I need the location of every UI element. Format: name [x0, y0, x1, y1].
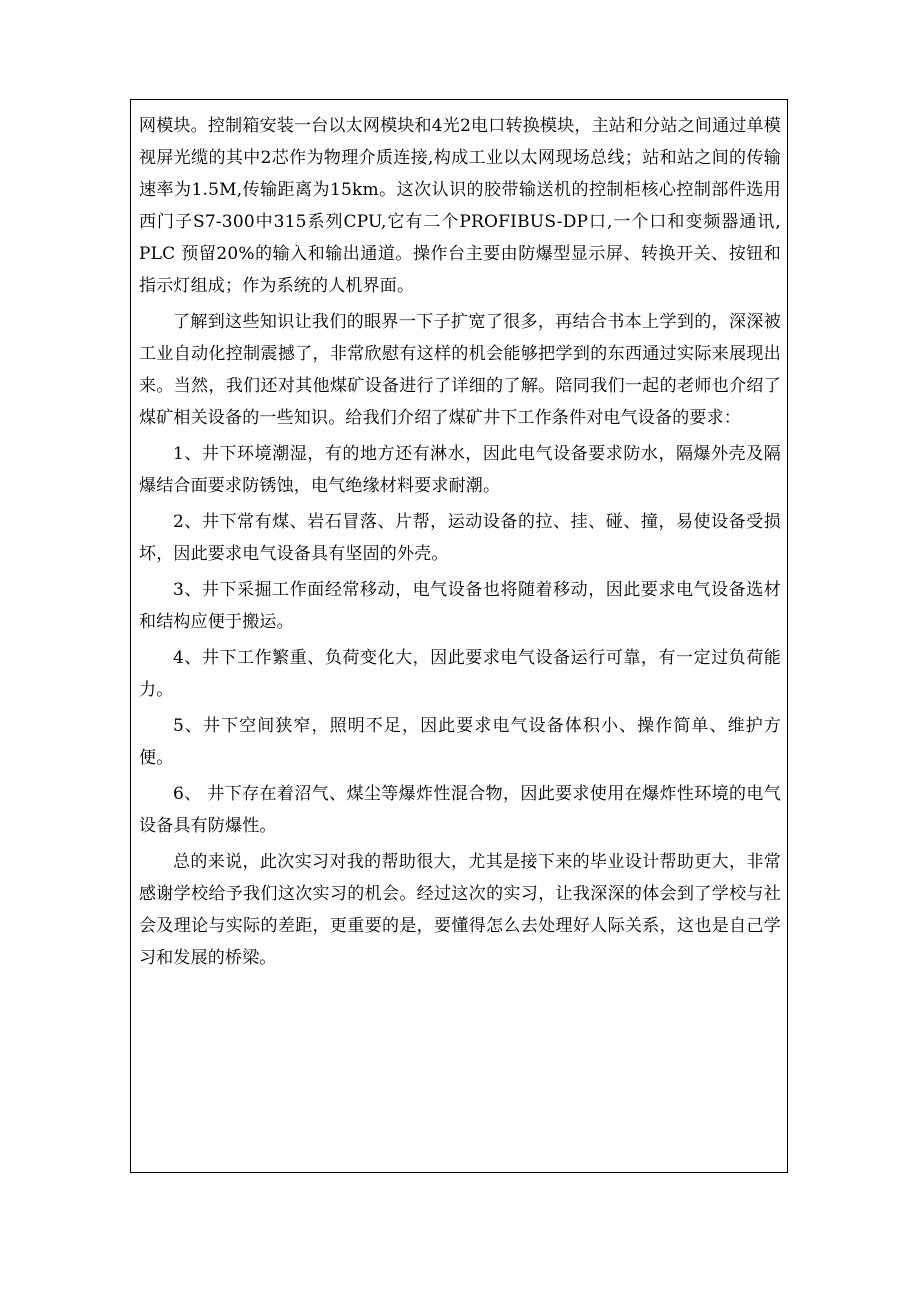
- requirement-item-1: 1、井下环境潮湿，有的地方还有淋水，因此电气设备要求防水，隔爆外壳及隔爆结合面要求防锈蚀，电气绝缘材料要求耐潮。: [139, 444, 781, 496]
- document-body: [139, 110, 781, 974]
- requirement-item-6: 6、 井下存在着沼气、煤尘等爆炸性混合物，因此要求使用在爆炸性环境的电气设备具有防爆性。: [139, 784, 781, 836]
- paragraph-conclusion: 总的来说，此次实习对我的帮助很大，尤其是接下来的毕业设计帮助更大，非常感谢学校给予我们这次实习的机会。经过这次的实习，让我深深的体会到了学校与社会及理论与实际的差距，更重要的是，要懂得怎么去处理好人际关系，这也是自己学习和发展的桥梁。: [139, 852, 781, 968]
- paragraph-impressions: 了解到这些知识让我们的眼界一下子扩宽了很多，再结合书本上学到的，深深被工业自动化控制震撼了，非常欣慰有这样的机会能够把学到的东西通过实际来展现出来。当然，我们还对其他煤矿设备进行了详细的了解。陪同我们一起的老师也介绍了煤矿相关设备的一些知识。给我们介绍了煤矿井下工作条件对电气设备的要求：: [139, 312, 781, 428]
- requirement-item-4: 4、井下工作繁重、负荷变化大，因此要求电气设备运行可靠，有一定过负荷能力。: [139, 648, 781, 700]
- requirement-item-3: 3、井下采掘工作面经常移动，电气设备也将随着移动，因此要求电气设备选材和结构应便于搬运。: [139, 580, 781, 632]
- document-frame: [130, 99, 788, 1173]
- requirement-item-5: 5、井下空间狭窄，照明不足，因此要求电气设备体积小、操作简单、维护方便。: [139, 716, 781, 768]
- requirement-item-2: 2、井下常有煤、岩石冒落、片帮，运动设备的拉、挂、碰、撞，易使设备受损坏，因此要求电气设备具有坚固的外壳。: [139, 512, 781, 564]
- paragraph-network-modules: 网模块。控制箱安装一台以太网模块和4光2电口转换模块，主站和分站之间通过单模视屏光缆的其中2芯作为物理介质连接,构成工业以太网现场总线；站和站之间的传输速率为1.5M,传输距离为15km。这次认识的胶带输送机的控制柜核心控制部件选用西门子S7-300中315系列CPU,它有二个PROFIBUS-DP口,一个口和变频器通讯, PLC 预留20%的输入和输出通道。操作台主要由防爆型显示屏、转换开关、按钮和指示灯组成；作为系统的人机界面。: [139, 116, 781, 296]
